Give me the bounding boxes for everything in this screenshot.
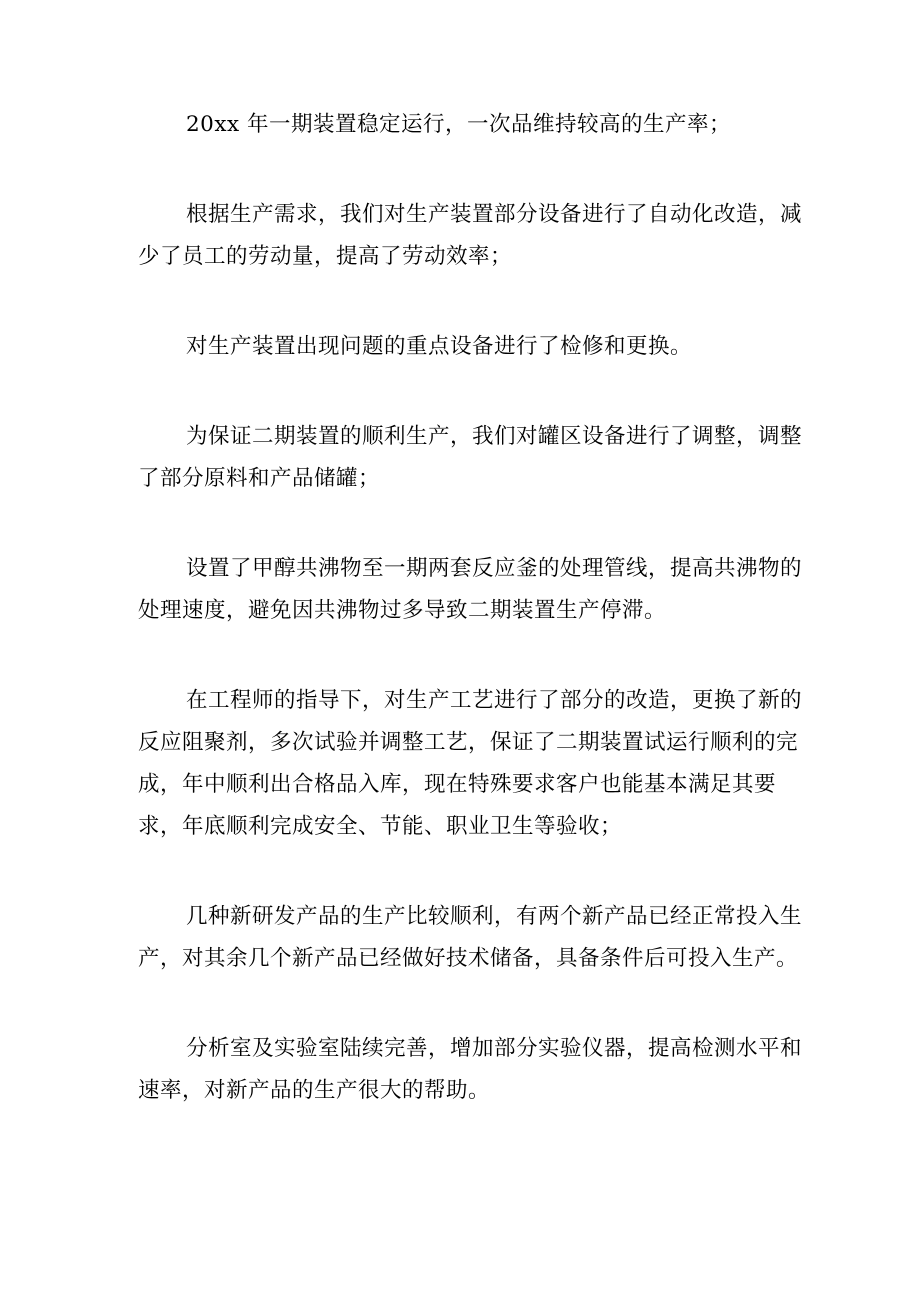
paragraph-6: 在工程师的指导下，对生产工艺进行了部分的改造，更换了新的反应阻聚剂，多次试验并调整工艺，保证了二期装置试运行顺利的完成，年中顺利出合格品入库，现在特殊要求客户也能基本满足其要求，年底顺利完成安全、节能、职业卫生等验收； [138,688,803,839]
paragraph-7: 几种新研发产品的生产比较顺利，有两个新产品已经正常投入生产，对其余几个新产品已经做好技术储备，具备条件后可投入生产。 [138,904,803,971]
paragraph-5: 设置了甲醇共沸物至一期两套反应釜的处理管线，提高共沸物的处理速度，避免因共沸物过多导致二期装置生产停滞。 [138,556,803,623]
paragraph-8: 分析室及实验室陆续完善，增加部分实验仪器，提高检测水平和速率，对新产品的生产很大的帮助。 [138,1036,803,1103]
paragraph-1: 20xx 年一期装置稳定运行，一次品维持较高的生产率； [186,112,731,137]
paragraph-3: 对生产装置出现问题的重点设备进行了检修和更换。 [186,334,693,359]
document-body [138,104,802,1160]
paragraph-4: 为保证二期装置的顺利生产，我们对罐区设备进行了调整，调整了部分原料和产品储罐； [138,424,803,491]
paragraph-2: 根据生产需求，我们对生产装置部分设备进行了自动化改造，减少了员工的劳动量，提高了劳动效率； [138,202,803,269]
